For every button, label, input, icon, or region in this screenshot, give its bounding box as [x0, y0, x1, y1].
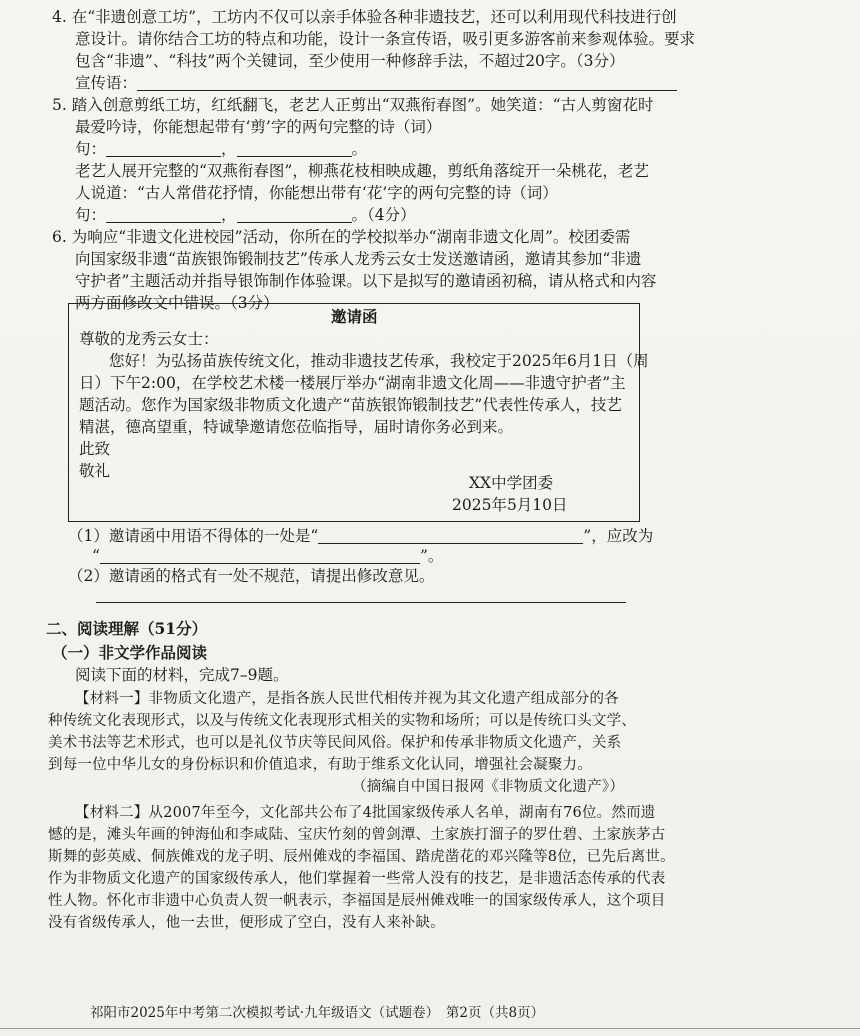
letter-salutation: 尊敬的龙秀云女士：	[79, 330, 219, 348]
letter-body-line4: 精湛，德高望重，特诚挚邀请您莅临指导，届时请你务必到来。	[79, 418, 514, 436]
q5-answer-row-2	[75, 204, 416, 226]
letter-closing-2: 敬礼	[79, 462, 111, 480]
material2-line4: 作为非物质文化遗产的国家级传承人，他们掌握着一些常人没有的技艺，是非遗活态传承的代表	[48, 871, 666, 887]
q4-answer-blank[interactable]	[137, 74, 677, 91]
q6-sub1-row-2	[92, 545, 443, 567]
q5-answer-label-1: 句：	[75, 140, 107, 158]
material1-line3: 美术书法等艺术形式，也可以是礼仪节庆等民间风俗。保护和传承非物质文化遗产，关系	[48, 735, 622, 751]
q5-answer-label-2: 句：	[75, 206, 107, 224]
q6-line1: 6. 为响应“非遗文化进校园”活动，你所在的学校拟举办“湖南非遗文化周”。校团委需	[52, 228, 631, 246]
letter-body-line3: 题活动。您作为国家级非物质文化遗产“苗族银饰锻制技艺”代表性传承人，技艺	[79, 396, 622, 414]
q5-answer-row-1	[75, 138, 367, 160]
q5-blank-3[interactable]	[106, 206, 221, 223]
material2-line5: 性人物。怀化市非遗中心负责人贺一帆表示，李福国是辰州傩戏唯一的国家级传承人，这个项目	[48, 893, 666, 909]
material2-line3: 斯舞的彭英威、侗族傩戏的龙子明、辰州傩戏的李福国、踏虎凿花的邓兴隆等8位，已先后离世。	[48, 849, 675, 865]
material2-line6: 没有省级传承人，他一去世，便形成了空白，没有人来补缺。	[48, 915, 445, 931]
q5-comma-1: ，	[221, 140, 237, 158]
q6-sub2-text: （2）邀请函的格式有一处不规范，请提出修改意见。	[68, 567, 435, 585]
q4-answer-row	[75, 72, 677, 94]
q4-line1: 4. 在“非遗创意工坊”，工坊内不仅可以亲手体验各种非遗技艺，还可以利用现代科技进行创	[52, 8, 677, 26]
page-footer: 祁阳市2025年中考第二次模拟考试·九年级语文（试题卷） 第2页（共8页）	[90, 1005, 545, 1021]
q4-line2: 意设计。请你结合工坊的特点和功能，设计一条宣传语，吸引更多游客前来参观体验。要求	[75, 30, 696, 48]
invitation-letter-box	[68, 303, 649, 522]
material1-line1: 【材料一】非物质文化遗产，是指各族人民世代相传并视为其文化遗产组成部分的各	[75, 691, 619, 707]
material2-line2: 憾的是，滩头年画的钟海仙和李咸陆、宝庆竹刻的曾剑潭、土家族打溜子的罗仕碧、土家族茅古	[48, 827, 666, 843]
q6-sub2-blank[interactable]	[96, 602, 626, 603]
material1-line2: 种传统文化表现形式，以及与传统文化表现形式相关的实物和场所；可以是传统口头文学、	[48, 713, 636, 729]
letter-body-line2: 日）下午2:00，在学校艺术楼一楼展厅举办“湖南非遗文化周——非遗守护者”主	[79, 374, 626, 392]
q5-line1: 5. 踏入创意剪纸工坊，红纸翻飞，老艺人正剪出“双燕衔春图”。她笑道：“古人剪窗花时	[52, 96, 654, 114]
q6-line3: 守护者”主题活动并指导银饰制作体验课。以下是拟写的邀请函初稿，请从格式和内容	[75, 272, 657, 290]
q4-answer-label: 宣传语：	[75, 74, 138, 92]
letter-date: 2025年5月10日	[452, 496, 568, 514]
q6-sub1-open-quote: “	[92, 547, 100, 565]
q5-blank-1[interactable]	[106, 140, 221, 157]
q6-sub1-text: （1）邀请函中用语不得体的一处是“	[68, 527, 319, 545]
q5-line5: 人说道：“古人常借花抒情，你能想出带有‘花’字的两句完整的诗（词）	[75, 184, 558, 202]
q5-blank-2[interactable]	[237, 140, 352, 157]
q5-comma-2: ，	[221, 206, 237, 224]
q6-sub1-text-2: ”，应改为	[583, 527, 654, 545]
q4-line3: 包含“非遗”、“科技”两个关键词，至少使用一种修辞手法，不超过20字。（3分）	[75, 52, 625, 70]
material1-source: （摘编自中国日报网《非物质文化遗产》）	[352, 779, 625, 795]
q6-line2: 向国家级非遗“苗族银饰锻制技艺”传承人龙秀云女士发送邀请函，邀请其参加“非遗	[75, 250, 642, 268]
page-bottom-edge	[0, 1028, 860, 1029]
material1-line4: 到每一位中华儿女的身份标识和价值追求，有助于维系文化认同，增强社会凝聚力。	[48, 757, 592, 773]
reading-intro: 阅读下面的材料，完成7–9题。	[75, 666, 289, 684]
q5-blank-4[interactable]	[237, 206, 352, 223]
letter-closing-1: 此致	[79, 440, 111, 458]
q5-score: 。（4分）	[351, 206, 416, 224]
q6-sub1-blank-1[interactable]	[318, 527, 583, 544]
q6-sub1-close-quote: ”。	[419, 547, 444, 565]
letter-body-line1: 您好！为弘扬苗族传统文化，推动非遗技艺传承，我校定于2025年6月1日（周	[109, 352, 649, 370]
q6-sub1-blank-2[interactable]	[100, 547, 420, 564]
q5-line2: 最爱吟诗，你能想起带有‘剪’字的两句完整的诗（词）	[75, 118, 442, 136]
q6-sub1-row	[68, 525, 653, 547]
q5-period-1: 。	[351, 140, 368, 158]
letter-signature: XX中学团委	[469, 474, 554, 492]
subsection-heading: （一）非文学作品阅读	[52, 643, 208, 662]
q5-line4: 老艺人展开完整的“双燕衔春图”，柳燕花枝相映成趣，剪纸角落绽开一朵桃花，老艺	[75, 162, 649, 180]
q6-line4: 两方面修改文中错误。（3分）	[75, 294, 279, 312]
section-heading: 二、阅读理解（51分）	[46, 619, 208, 638]
letter-title: 邀请函	[331, 307, 378, 326]
material2-line1: 【材料二】从2007年至今，文化部共公布了4批国家级传承人名单，湖南有76位。然而遗	[75, 805, 656, 821]
